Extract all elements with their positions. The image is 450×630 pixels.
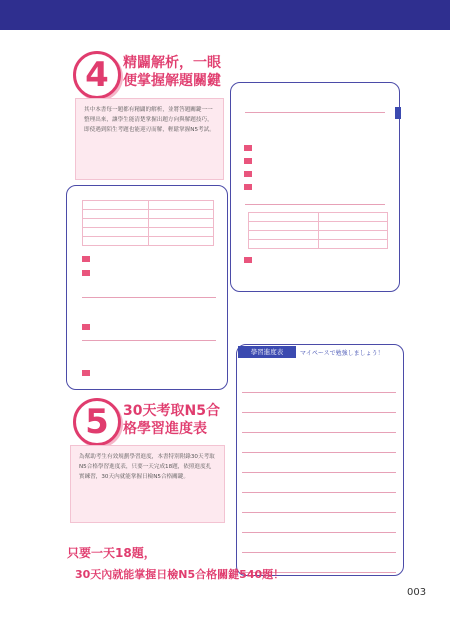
schedule-row xyxy=(242,432,396,453)
analysis-marker-3 xyxy=(82,324,90,330)
schedule-row xyxy=(242,392,396,413)
footer-line-1: 只要一天18題， xyxy=(67,546,156,560)
page-number: 003 xyxy=(407,587,427,598)
footer-line-2: 30天內就能掌握日檢N5合格關鍵540題！ xyxy=(75,568,285,581)
analysis-marker-4 xyxy=(82,370,90,376)
section-4-number-badge: 4 xyxy=(73,51,121,99)
schedule-row xyxy=(242,532,396,553)
analysis-table xyxy=(82,200,214,246)
schedule-row xyxy=(242,472,396,493)
schedule-header-label: 學習進度表 xyxy=(238,346,296,358)
page-tab-marker xyxy=(395,107,401,119)
analysis-marker-2 xyxy=(82,270,90,276)
section-5-title-line2: 格學習進度表 xyxy=(123,421,207,437)
section-5-title-line1: 30天考取N5合 xyxy=(123,403,220,419)
sample-answer-page-card xyxy=(230,82,400,292)
answer-marker-3 xyxy=(244,171,252,177)
card-divider-1 xyxy=(245,112,385,113)
schedule-row xyxy=(242,372,396,393)
section-4-title-line2: 便掌握解題關鍵 xyxy=(123,73,221,89)
schedule-row xyxy=(242,452,396,473)
section-5-number-badge: 5 xyxy=(73,398,121,446)
section-4-description: 其中本書每一題都有精闢的解析，並將答題關鍵一一整理出來，讓學生能清楚掌握出題方向與解題技巧，即使遇到陌生考題也能迎刃而解，輕鬆掌握N5考試。 xyxy=(75,98,224,180)
answer-marker-2 xyxy=(244,158,252,164)
answer-table xyxy=(248,212,388,249)
analysis-divider-1 xyxy=(82,297,216,298)
top-banner xyxy=(0,0,450,30)
section-4-title-line1: 精闢解析，一眼 xyxy=(123,55,221,71)
card-divider-2 xyxy=(245,204,385,205)
schedule-row xyxy=(242,512,396,533)
schedule-header-subtitle: マイペースで勉強しましょう！ xyxy=(300,350,384,357)
analysis-marker-1 xyxy=(82,256,90,262)
answer-marker-5 xyxy=(244,257,252,263)
answer-marker-1 xyxy=(244,145,252,151)
section-5-description: 為幫助考生有效規劃學習進度，本書特別附錄30天考取N5合格學習進度表，只要一天完成18題，依照進度扎實練習，30天內就能掌握日檢N5合格關鍵。 xyxy=(70,445,225,523)
analysis-divider-2 xyxy=(82,340,216,341)
schedule-row xyxy=(242,492,396,513)
schedule-row xyxy=(242,412,396,433)
answer-marker-4 xyxy=(244,184,252,190)
